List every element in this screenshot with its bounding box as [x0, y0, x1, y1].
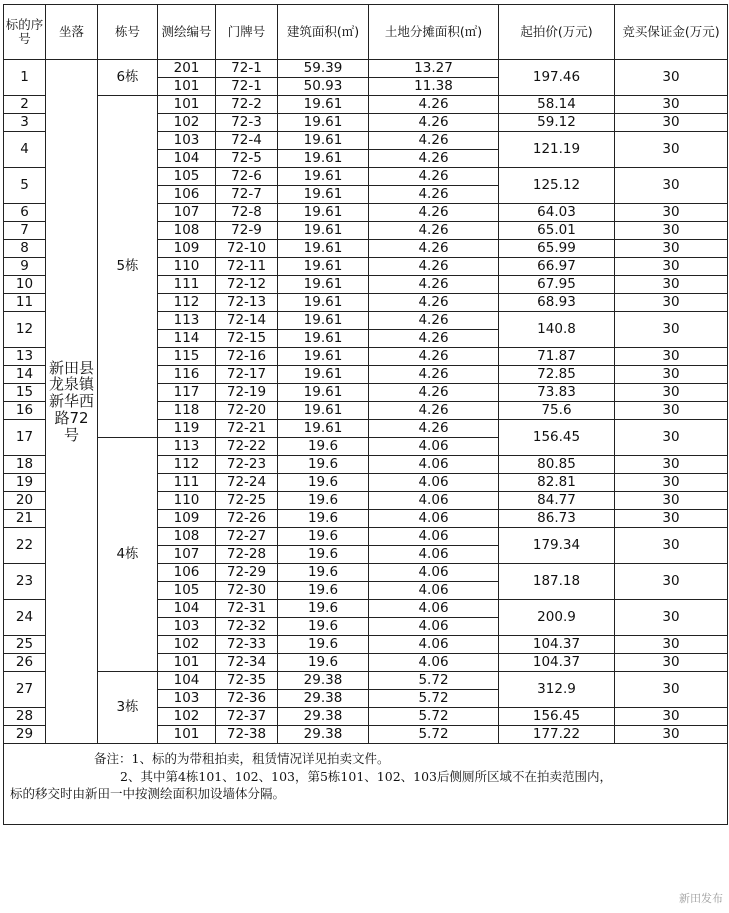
door-number: 72-22 [216, 438, 278, 456]
deposit: 30 [615, 510, 728, 528]
door-number: 72-28 [216, 546, 278, 564]
land-area: 4.26 [369, 330, 499, 348]
survey-number: 116 [158, 366, 216, 384]
door-number: 72-20 [216, 402, 278, 420]
starting-price: 65.99 [499, 240, 615, 258]
survey-number: 113 [158, 438, 216, 456]
starting-price: 197.46 [499, 60, 615, 96]
land-area: 4.06 [369, 474, 499, 492]
door-number: 72-26 [216, 510, 278, 528]
deposit: 30 [615, 528, 728, 564]
land-area: 4.06 [369, 600, 499, 618]
lot-number: 23 [4, 564, 46, 600]
deposit: 30 [615, 96, 728, 114]
survey-number: 109 [158, 240, 216, 258]
door-number: 72-15 [216, 330, 278, 348]
starting-price: 177.22 [499, 726, 615, 744]
door-number: 72-37 [216, 708, 278, 726]
door-number: 72-9 [216, 222, 278, 240]
building-area: 19.61 [278, 420, 369, 438]
lot-number: 21 [4, 510, 46, 528]
door-number: 72-13 [216, 294, 278, 312]
deposit: 30 [615, 312, 728, 348]
starting-price: 121.19 [499, 132, 615, 168]
survey-number: 103 [158, 132, 216, 150]
land-area: 4.06 [369, 618, 499, 636]
building-area: 19.61 [278, 240, 369, 258]
building-area: 19.61 [278, 402, 369, 420]
building-area: 19.61 [278, 96, 369, 114]
survey-number: 108 [158, 222, 216, 240]
survey-number: 112 [158, 456, 216, 474]
deposit: 30 [615, 672, 728, 708]
door-number: 72-10 [216, 240, 278, 258]
deposit: 30 [615, 204, 728, 222]
survey-number: 109 [158, 510, 216, 528]
building-area: 19.6 [278, 546, 369, 564]
starting-price: 59.12 [499, 114, 615, 132]
auction-lot-table [3, 4, 728, 825]
deposit: 30 [615, 456, 728, 474]
starting-price: 125.12 [499, 168, 615, 204]
door-number: 72-2 [216, 96, 278, 114]
deposit: 30 [615, 600, 728, 636]
survey-number: 117 [158, 384, 216, 402]
deposit: 30 [615, 294, 728, 312]
lot-number: 28 [4, 708, 46, 726]
deposit: 30 [615, 726, 728, 744]
building-area: 19.6 [278, 636, 369, 654]
building-area: 19.6 [278, 474, 369, 492]
land-area: 4.26 [369, 204, 499, 222]
lot-number: 10 [4, 276, 46, 294]
survey-number: 102 [158, 114, 216, 132]
starting-price: 67.95 [499, 276, 615, 294]
building-area: 19.61 [278, 348, 369, 366]
land-area: 4.26 [369, 420, 499, 438]
table-row [4, 96, 728, 114]
deposit: 30 [615, 132, 728, 168]
lot-number: 6 [4, 204, 46, 222]
land-area: 4.26 [369, 240, 499, 258]
starting-price: 179.34 [499, 528, 615, 564]
survey-number: 108 [158, 528, 216, 546]
survey-number: 111 [158, 276, 216, 294]
survey-number: 107 [158, 546, 216, 564]
building-area: 19.61 [278, 330, 369, 348]
lot-number: 12 [4, 312, 46, 348]
building-area: 19.6 [278, 564, 369, 582]
lot-number: 24 [4, 600, 46, 636]
land-area: 4.06 [369, 510, 499, 528]
building-area: 29.38 [278, 726, 369, 744]
survey-number: 103 [158, 618, 216, 636]
land-area: 4.26 [369, 402, 499, 420]
building-label: 6栋 [98, 60, 158, 96]
starting-price: 104.37 [499, 654, 615, 672]
survey-number: 119 [158, 420, 216, 438]
starting-price: 64.03 [499, 204, 615, 222]
location-header: 坐落 [46, 5, 98, 60]
door-number: 72-33 [216, 636, 278, 654]
lot-number: 27 [4, 672, 46, 708]
survey-number: 101 [158, 654, 216, 672]
starting-price: 312.9 [499, 672, 615, 708]
lot-number: 2 [4, 96, 46, 114]
notes-cell [4, 744, 728, 825]
lot-number: 8 [4, 240, 46, 258]
deposit: 30 [615, 636, 728, 654]
door-number: 72-12 [216, 276, 278, 294]
land-area: 4.26 [369, 294, 499, 312]
door-number: 72-19 [216, 384, 278, 402]
building-area: 19.6 [278, 528, 369, 546]
deposit: 30 [615, 492, 728, 510]
door-number: 72-27 [216, 528, 278, 546]
notes-row [4, 744, 728, 825]
door-number: 72-3 [216, 114, 278, 132]
survey-number: 101 [158, 78, 216, 96]
building-area: 19.6 [278, 600, 369, 618]
starting-price: 140.8 [499, 312, 615, 348]
lot-number: 26 [4, 654, 46, 672]
lot-number: 22 [4, 528, 46, 564]
door-number: 72-38 [216, 726, 278, 744]
survey-number: 104 [158, 672, 216, 690]
door-number: 72-16 [216, 348, 278, 366]
building-area: 29.38 [278, 690, 369, 708]
building-label: 3栋 [98, 672, 158, 744]
deposit: 30 [615, 114, 728, 132]
lot-number: 17 [4, 420, 46, 456]
lot-number: 3 [4, 114, 46, 132]
land-area: 4.06 [369, 564, 499, 582]
building-area: 19.6 [278, 510, 369, 528]
table-row [4, 672, 728, 690]
land-area: 4.06 [369, 528, 499, 546]
building-area: 19.61 [278, 204, 369, 222]
note-line: 备注：1、标的为带租拍卖，租赁情况详见拍卖文件。 [94, 751, 390, 766]
building-area: 19.61 [278, 276, 369, 294]
land-area: 4.26 [369, 186, 499, 204]
survey-number: 201 [158, 60, 216, 78]
deposit: 30 [615, 276, 728, 294]
building-area: 19.61 [278, 132, 369, 150]
door-number: 72-5 [216, 150, 278, 168]
survey-number: 115 [158, 348, 216, 366]
door-number: 72-25 [216, 492, 278, 510]
deposit: 30 [615, 420, 728, 456]
lot-number: 1 [4, 60, 46, 96]
door-number: 72-32 [216, 618, 278, 636]
starting-price: 80.85 [499, 456, 615, 474]
lot-number-header: 标的序号 [4, 5, 46, 60]
survey-number: 113 [158, 312, 216, 330]
survey-number: 104 [158, 150, 216, 168]
door-number: 72-17 [216, 366, 278, 384]
survey-number: 102 [158, 708, 216, 726]
door-number: 72-4 [216, 132, 278, 150]
table-row [4, 60, 728, 78]
land-area: 4.26 [369, 168, 499, 186]
building-area: 19.61 [278, 168, 369, 186]
land-area: 4.26 [369, 222, 499, 240]
starting-price: 66.97 [499, 258, 615, 276]
door-number: 72-24 [216, 474, 278, 492]
door-number: 72-6 [216, 168, 278, 186]
building-area: 19.6 [278, 438, 369, 456]
survey-number: 114 [158, 330, 216, 348]
land-area: 13.27 [369, 60, 499, 78]
deposit: 30 [615, 402, 728, 420]
building-area: 19.61 [278, 186, 369, 204]
land-area: 4.26 [369, 150, 499, 168]
survey-number: 105 [158, 168, 216, 186]
door-number: 72-34 [216, 654, 278, 672]
building-area: 50.93 [278, 78, 369, 96]
starting-price: 82.81 [499, 474, 615, 492]
land-area: 5.72 [369, 726, 499, 744]
building-label: 4栋 [98, 438, 158, 672]
lot-number: 29 [4, 726, 46, 744]
door-number: 72-30 [216, 582, 278, 600]
starting-price: 73.83 [499, 384, 615, 402]
building-area: 19.6 [278, 492, 369, 510]
survey-number: 107 [158, 204, 216, 222]
door-number: 72-36 [216, 690, 278, 708]
land-area: 4.26 [369, 366, 499, 384]
survey-number: 104 [158, 600, 216, 618]
lot-number: 16 [4, 402, 46, 420]
survey-number: 102 [158, 636, 216, 654]
land-area: 5.72 [369, 672, 499, 690]
lot-number: 19 [4, 474, 46, 492]
lot-number: 13 [4, 348, 46, 366]
deposit: 30 [615, 708, 728, 726]
deposit: 30 [615, 60, 728, 96]
building-area-header: 建筑面积(㎡) [278, 5, 369, 60]
deposit: 30 [615, 348, 728, 366]
deposit: 30 [615, 654, 728, 672]
starting-price: 187.18 [499, 564, 615, 600]
survey-number: 106 [158, 186, 216, 204]
note-line: 2、其中第4栋101、102、103，第5栋101、102、103后侧厕所区域不在拍卖范围内， [120, 768, 613, 784]
survey-number-header: 测绘编号 [158, 5, 216, 60]
building-area: 19.61 [278, 384, 369, 402]
deposit: 30 [615, 384, 728, 402]
door-number: 72-35 [216, 672, 278, 690]
building-area: 19.61 [278, 150, 369, 168]
door-number: 72-7 [216, 186, 278, 204]
land-area: 4.06 [369, 636, 499, 654]
starting-price: 58.14 [499, 96, 615, 114]
starting-price: 72.85 [499, 366, 615, 384]
building-area: 29.38 [278, 672, 369, 690]
door-number: 72-14 [216, 312, 278, 330]
land-area: 4.26 [369, 276, 499, 294]
land-area: 4.06 [369, 582, 499, 600]
land-area: 4.26 [369, 258, 499, 276]
land-area: 4.26 [369, 132, 499, 150]
starting-price: 156.45 [499, 708, 615, 726]
location-cell: 新田县龙泉镇新华西路72号 [46, 60, 98, 744]
building-area: 19.61 [278, 366, 369, 384]
deposit: 30 [615, 168, 728, 204]
building-area: 19.6 [278, 456, 369, 474]
door-number: 72-11 [216, 258, 278, 276]
door-number-header: 门牌号 [216, 5, 278, 60]
land-area-header: 土地分摊面积(㎡) [369, 5, 499, 60]
starting-price: 104.37 [499, 636, 615, 654]
land-area: 4.26 [369, 384, 499, 402]
survey-number: 101 [158, 726, 216, 744]
lot-number: 7 [4, 222, 46, 240]
door-number: 72-29 [216, 564, 278, 582]
building-area: 29.38 [278, 708, 369, 726]
lot-number: 20 [4, 492, 46, 510]
survey-number: 105 [158, 582, 216, 600]
lot-number: 4 [4, 132, 46, 168]
land-area: 4.06 [369, 456, 499, 474]
building-area: 19.6 [278, 654, 369, 672]
survey-number: 111 [158, 474, 216, 492]
lot-number: 5 [4, 168, 46, 204]
building-area: 19.6 [278, 618, 369, 636]
starting-price: 200.9 [499, 600, 615, 636]
auction-table-container [3, 4, 727, 910]
deposit: 30 [615, 222, 728, 240]
deposit: 30 [615, 474, 728, 492]
building-area: 19.61 [278, 258, 369, 276]
building-area: 19.61 [278, 114, 369, 132]
building-header: 栋号 [98, 5, 158, 60]
deposit: 30 [615, 240, 728, 258]
lot-number: 25 [4, 636, 46, 654]
watermark-text: 新田发布 [679, 892, 723, 905]
building-area: 19.6 [278, 582, 369, 600]
deposit-header: 竞买保证金(万元) [615, 5, 728, 60]
starting-price: 65.01 [499, 222, 615, 240]
survey-number: 103 [158, 690, 216, 708]
land-area: 4.26 [369, 114, 499, 132]
survey-number: 110 [158, 258, 216, 276]
land-area: 4.06 [369, 654, 499, 672]
land-area: 4.06 [369, 492, 499, 510]
land-area: 4.26 [369, 96, 499, 114]
starting-price: 71.87 [499, 348, 615, 366]
lot-number: 18 [4, 456, 46, 474]
door-number: 72-8 [216, 204, 278, 222]
building-area: 19.61 [278, 312, 369, 330]
lot-number: 9 [4, 258, 46, 276]
door-number: 72-1 [216, 60, 278, 78]
building-label: 5栋 [98, 96, 158, 438]
land-area: 5.72 [369, 708, 499, 726]
deposit: 30 [615, 258, 728, 276]
survey-number: 118 [158, 402, 216, 420]
building-area: 19.61 [278, 294, 369, 312]
land-area: 4.06 [369, 438, 499, 456]
door-number: 72-31 [216, 600, 278, 618]
header-row [4, 5, 728, 60]
door-number: 72-1 [216, 78, 278, 96]
starting-price: 156.45 [499, 420, 615, 456]
deposit: 30 [615, 564, 728, 600]
lot-number: 14 [4, 366, 46, 384]
survey-number: 106 [158, 564, 216, 582]
land-area: 11.38 [369, 78, 499, 96]
survey-number: 110 [158, 492, 216, 510]
door-number: 72-23 [216, 456, 278, 474]
land-area: 4.06 [369, 546, 499, 564]
note-line: 标的移交时由新田一中按测绘面积加设墙体分隔。 [10, 786, 286, 801]
survey-number: 112 [158, 294, 216, 312]
starting-price: 68.93 [499, 294, 615, 312]
deposit: 30 [615, 366, 728, 384]
land-area: 4.26 [369, 312, 499, 330]
starting-price: 84.77 [499, 492, 615, 510]
lot-number: 15 [4, 384, 46, 402]
land-area: 4.26 [369, 348, 499, 366]
survey-number: 101 [158, 96, 216, 114]
building-area: 19.61 [278, 222, 369, 240]
starting-price: 75.6 [499, 402, 615, 420]
starting-price: 86.73 [499, 510, 615, 528]
door-number: 72-21 [216, 420, 278, 438]
lot-number: 11 [4, 294, 46, 312]
land-area: 5.72 [369, 690, 499, 708]
starting-price-header: 起拍价(万元) [499, 5, 615, 60]
building-area: 59.39 [278, 60, 369, 78]
